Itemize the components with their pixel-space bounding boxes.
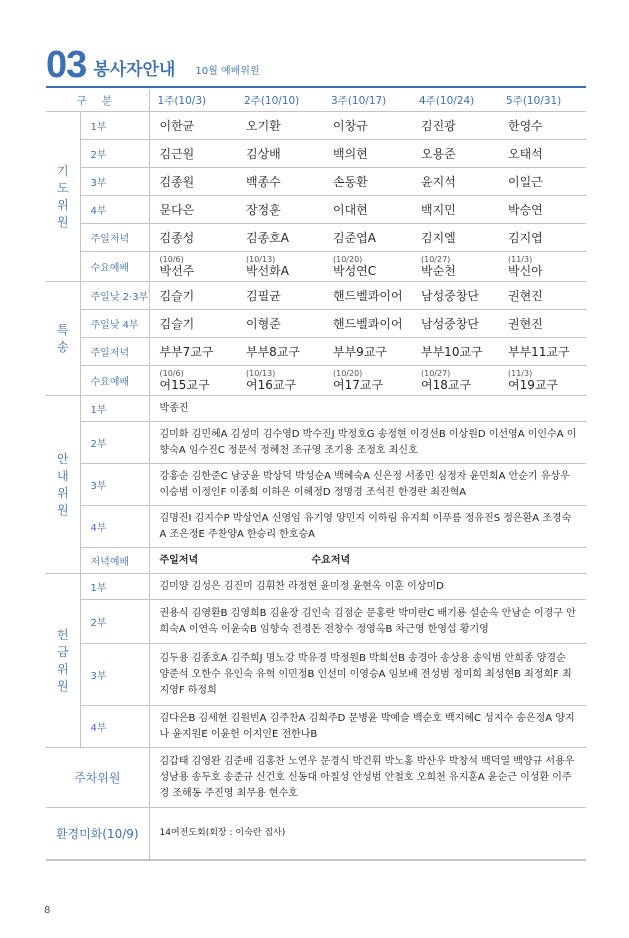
table-header-row (46, 89, 586, 112)
table-cell: 김지엽 (498, 224, 586, 252)
table-cell: 김준엽A (323, 224, 411, 252)
table-cell: 손동환 (323, 168, 411, 196)
row-label: 주일낮 2·3부 (80, 282, 149, 310)
volunteer-table (46, 89, 586, 861)
table-row (46, 748, 586, 808)
row-label: 3부 (80, 644, 149, 706)
vertical-title (46, 322, 80, 356)
table-cell (498, 252, 586, 282)
table-row (46, 196, 586, 224)
week-header: 4주(10/24) (411, 89, 498, 112)
table-cell: 핸드벨콰이어 (323, 282, 411, 310)
row-label: 2부 (80, 422, 149, 464)
header-divider (46, 86, 586, 88)
vertical-title-char: 위 (56, 485, 69, 500)
table-cell: 김근원 (149, 140, 236, 168)
table-cell: 백지민 (411, 196, 498, 224)
cell-name: 여17교구 (333, 378, 384, 392)
ushers-title (46, 396, 80, 574)
table-row (46, 112, 586, 140)
table-cell: 이형준 (236, 310, 323, 338)
table-cell: 오용준 (411, 140, 498, 168)
cell-date: (10/27) (421, 255, 451, 264)
evening-cell (149, 548, 586, 574)
vertical-title-char: 위 (56, 197, 69, 212)
vertical-title-char: 금 (56, 644, 69, 659)
vertical-title-char: 특 (56, 322, 69, 337)
row-label: 수요예배 (80, 252, 149, 282)
vertical-title-char: 안 (56, 451, 69, 466)
section-title: 봉사자안내 (93, 60, 176, 80)
names-cell: 김명진I 김지수P 박상언A 신영임 유기영 양민지 이하림 유지희 이푸름 정유진S 정은환A 조경숙A 조은정E 주찬양A 한승리 한호승A (149, 506, 586, 548)
table-row (46, 506, 586, 548)
row-label: 2부 (80, 600, 149, 644)
vertical-title (46, 451, 80, 519)
week-header: 3주(10/17) (323, 89, 411, 112)
table-cell: 부부10교구 (411, 338, 498, 366)
cell-date: (10/13) (246, 255, 276, 264)
cell-name: 박선주 (159, 264, 195, 278)
week-header: 1주(10/3) (149, 89, 236, 112)
cell-date: (11/3) (508, 255, 533, 264)
cell-name: 여15교구 (159, 378, 210, 392)
row-label: 주일저녁 (80, 224, 149, 252)
row-label: 4부 (80, 706, 149, 748)
table-cell: 오태석 (498, 140, 586, 168)
table-row (46, 706, 586, 748)
cell-date: (10/6) (159, 255, 184, 264)
offering-title (46, 574, 80, 748)
row-label: 2부 (80, 140, 149, 168)
row-label: 주일저녁 (80, 338, 149, 366)
special-title (46, 282, 80, 396)
table-cell: 문다은 (149, 196, 236, 224)
table-cell: 김진광 (411, 112, 498, 140)
cell-date: (10/6) (159, 369, 184, 378)
table-cell: 부부11교구 (498, 338, 586, 366)
row-label: 1부 (80, 396, 149, 422)
table-row (46, 338, 586, 366)
table-row (46, 396, 586, 422)
table-cell: 부부9교구 (323, 338, 411, 366)
cell-name: 여16교구 (246, 378, 297, 392)
table-row (46, 366, 586, 396)
table-row (46, 252, 586, 282)
table-row (46, 282, 586, 310)
vertical-title-char: 헌 (56, 627, 69, 642)
row-label: 3부 (80, 168, 149, 196)
cell-name: 여18교구 (421, 378, 472, 392)
cell-date: (11/3) (508, 369, 533, 378)
vertical-title-char: 내 (56, 468, 69, 483)
table-cell: 이대현 (323, 196, 411, 224)
table-cell: 남성중창단 (411, 310, 498, 338)
table-cell: 김종호A (236, 224, 323, 252)
table-row (46, 548, 586, 574)
vertical-title-char: 원 (56, 214, 69, 229)
names-cell: 김미화 김민혜A 김성미 김수영D 박수진J 박정호G 송정현 이경선B 이상원D 이선영A 이인수A 이향숙A 임수진C 정문석 정혜천 조규영 조기용 조정호 최신호 (149, 422, 586, 464)
names-cell: 강홍순 김한준C 남궁윤 박상덕 박성순A 백혜숙A 신은정 서종민 심정자 윤민희A 안순기 유상우 이승범 이정인F 이종희 이하은 이혜정D 정명경 조석진 한경란 최진혁A (149, 464, 586, 506)
cell-name: 박순천 (421, 264, 456, 278)
vertical-title-char: 송 (56, 339, 69, 354)
table-cell: 이창규 (323, 112, 411, 140)
cell-date: (10/13) (246, 369, 276, 378)
table-cell: 권현진 (498, 310, 586, 338)
week-header: 2주(10/10) (236, 89, 323, 112)
table-cell: 김지엘 (411, 224, 498, 252)
vertical-title-char: 원 (56, 502, 69, 517)
vertical-title-char: 원 (56, 678, 69, 693)
prayer-title (46, 112, 80, 282)
table-cell: 김종성 (149, 224, 236, 252)
row-label: 3부 (80, 464, 149, 506)
row-label: 1부 (80, 112, 149, 140)
section-subtitle: 10월 예배위원 (195, 66, 260, 77)
table-row (46, 140, 586, 168)
table-row (46, 224, 586, 252)
table-cell (498, 366, 586, 396)
table-cell: 박승연 (498, 196, 586, 224)
table-row (46, 574, 586, 600)
table-cell: 백종수 (236, 168, 323, 196)
table-cell (236, 252, 323, 282)
table-cell: 이일근 (498, 168, 586, 196)
table-cell: 오기환 (236, 112, 323, 140)
cell-date: (10/27) (421, 369, 451, 378)
table-cell: 김종원 (149, 168, 236, 196)
table-cell (323, 366, 411, 396)
table-row (46, 168, 586, 196)
cell-name: 박선화A (246, 264, 289, 278)
row-label: 주일낮 4부 (80, 310, 149, 338)
week-header: 5주(10/31) (498, 89, 586, 112)
vertical-title (46, 163, 80, 231)
names-cell: 14여전도회(회장 : 이숙란 집사) (149, 808, 586, 860)
table-row (46, 808, 586, 860)
names-cell: 권용식 김영환B 김영희B 김윤장 김인숙 김점순 문홍란 박미란C 배기룡 설순옥 안남순 이경구 안희숙A 이연옥 이윤숙B 임향숙 전경돈 전창수 정영옥B 차근영 한영섭 황기영 (149, 600, 586, 644)
row-label: 수요예배 (80, 366, 149, 396)
vertical-title-char: 위 (56, 661, 69, 676)
table-row (46, 422, 586, 464)
table-row (46, 600, 586, 644)
table-cell: 김슬기 (149, 282, 236, 310)
parking-title: 주차위원 (46, 748, 149, 808)
table-cell (149, 366, 236, 396)
table-cell: 장정훈 (236, 196, 323, 224)
wednesday-evening-label: 수요저녁 (311, 554, 351, 566)
table-cell: 권현진 (498, 282, 586, 310)
table-cell: 남성중창단 (411, 282, 498, 310)
vertical-title-char: 기 (56, 163, 69, 178)
sunday-evening-label: 주일저녁 (159, 554, 199, 566)
names-cell: 김다은B 김세현 김원빈A 김주찬A 김희주D 문병윤 박예슬 백순호 백지혜C 성지수 송은정A 양지나 윤지원E 이윤헌 이지인E 전한나B (149, 706, 586, 748)
cell-name: 박성연C (333, 264, 377, 278)
table-row (46, 464, 586, 506)
table-cell: 김슬기 (149, 310, 236, 338)
table-cell (411, 252, 498, 282)
table-cell (149, 252, 236, 282)
section-number: 03 (46, 44, 87, 86)
table-cell: 핸드벨콰이어 (323, 310, 411, 338)
names-cell: 김갑태 김영완 김준배 김홍찬 노연우 문경식 박건휘 박노홍 박산우 박창석 백덕열 백양규 서용우 성남용 송두호 송준규 신건호 신동대 아칠성 안성범 안철호 오희천 유지훈A 윤순근 이성환 이주경 조해동 주진영 최무용 현수호 (149, 748, 586, 808)
table-cell (411, 366, 498, 396)
table-cell: 부부7교구 (149, 338, 236, 366)
cell-date: (10/20) (333, 255, 363, 264)
beauty-title: 환경미화(10/9) (46, 808, 149, 860)
names-cell: 김미양 김성은 김진미 김휘찬 라정현 윤미정 윤현옥 이훈 이상미D (149, 574, 586, 600)
names-cell: 박종진 (149, 396, 586, 422)
cell-name: 박신아 (508, 264, 543, 278)
row-label: 1부 (80, 574, 149, 600)
table-cell (236, 366, 323, 396)
table-cell: 이한균 (149, 112, 236, 140)
table-cell: 윤지석 (411, 168, 498, 196)
category-header: 구 분 (46, 89, 149, 112)
table-cell: 한영수 (498, 112, 586, 140)
vertical-title-char: 도 (56, 180, 69, 195)
row-label: 저녁예배 (80, 548, 149, 574)
table-cell: 부부8교구 (236, 338, 323, 366)
names-cell: 김두용 김종호A 김주희J 명노강 박유경 박정원B 박희선B 송경아 송상용 송익범 안희종 양경순 양준석 오한수 유인숙 유혁 이민정B 인선미 이영승A 임보배 전성범 정미희 최성현B 최정희F 최지영F 하정희 (149, 644, 586, 706)
table-cell: 김필균 (236, 282, 323, 310)
cell-date: (10/20) (333, 369, 363, 378)
vertical-title (46, 627, 80, 695)
cell-name: 여19교구 (508, 378, 559, 392)
table-cell (323, 252, 411, 282)
row-label: 4부 (80, 506, 149, 548)
row-label: 4부 (80, 196, 149, 224)
table-cell: 백의현 (323, 140, 411, 168)
table-row (46, 644, 586, 706)
section-header (46, 44, 260, 84)
table-row (46, 310, 586, 338)
page-number: 8 (44, 905, 51, 916)
table-cell: 김상배 (236, 140, 323, 168)
